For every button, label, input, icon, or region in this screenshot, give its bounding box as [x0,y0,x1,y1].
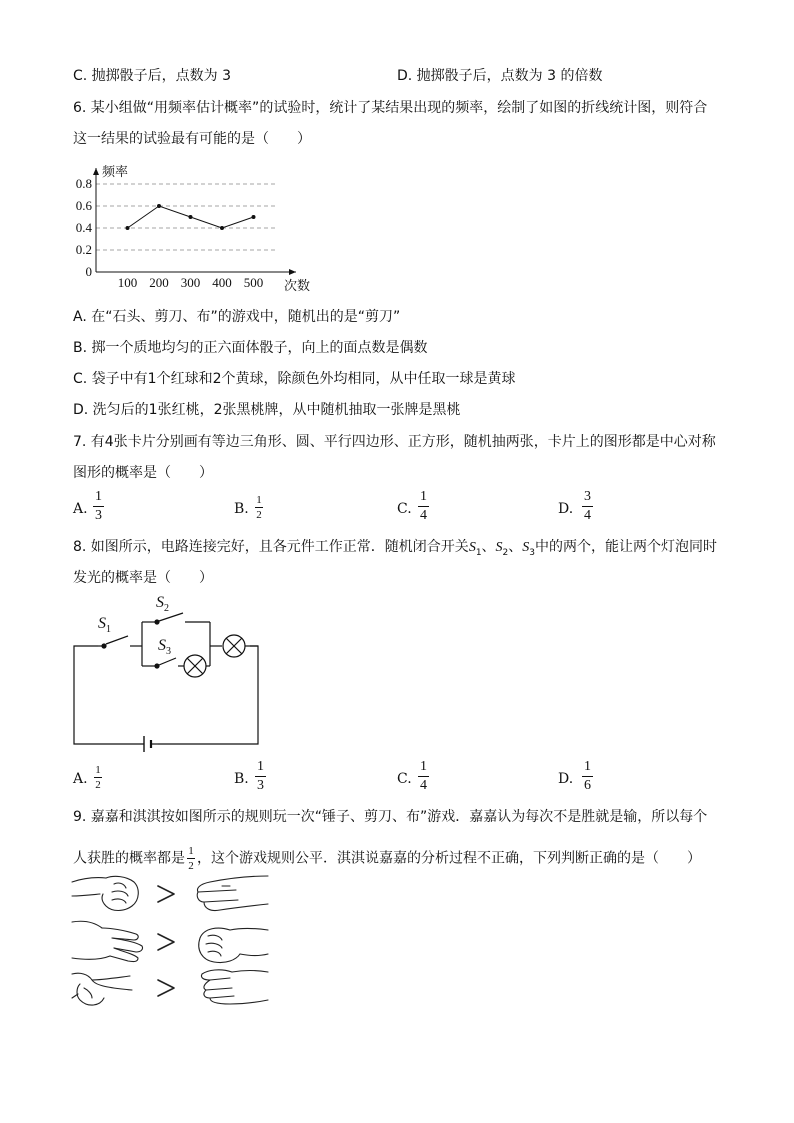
fraction [418,759,429,794]
switch-s2-pivot [155,620,159,624]
numerator: 1 [420,489,427,504]
x-axis-label: 次数 [284,278,311,293]
q8-stem-line2: 发光的概率是（ ） [73,570,213,586]
greater-than-icon [158,934,174,950]
x-tick-label: 100 [117,275,138,290]
switch-s2-label: $S_2$ [156,594,169,614]
data-point [157,204,161,208]
fraction [418,489,429,524]
x-tick-label: 300 [180,275,201,290]
numerator: 1 [420,759,427,774]
q9-stem-text: ，这个游戏规则公平．淇淇说嘉嘉的分析过程不正确，下列判断正确的是（ ） [197,850,701,867]
scissors-hand-icon [72,973,132,1005]
x-tick-label: 500 [243,275,264,290]
fraction [255,759,266,794]
switch-symbol: S [522,540,530,555]
x-axis-arrow-icon [289,269,296,275]
option-label: A. [73,501,88,517]
rock-hand-icon [72,876,138,910]
y-tick-label: 0.8 [75,176,92,191]
denominator: 3 [257,778,264,793]
fraction [582,759,593,794]
paper-hand-icon [72,921,143,961]
wire-right [158,646,258,744]
q6-option-a: A. 在“石头、剪刀、布”的游戏中，随机出的是“剪刀” [73,309,401,325]
denominator: 4 [584,508,591,523]
q8-stem-text: 中的两个，能让两个灯泡同时 [535,539,718,555]
data-point [220,226,224,230]
option-label: B. [234,501,249,517]
q9-stem-line1: 9. 嘉嘉和淇淇按如图所示的规则玩一次“锤子、剪刀、布”游戏．嘉嘉认为每次不是胜就是输，所以每个 [73,809,708,825]
q8-stem-line1 [73,538,717,562]
numerator: 1 [188,845,194,857]
switch-s3-blade [159,658,176,665]
y-tick-label: 0 [85,264,92,279]
circuit-diagram [70,592,270,752]
q6-option-c: C. 袋子中有1个红球和2个黄球，除颜色外均相同，从中任取一球是黄球 [73,371,516,387]
separator: 、 [481,539,496,555]
option-label: C. [397,771,412,787]
switch-symbol: S [495,540,503,555]
data-point [126,226,130,230]
q6-stem-line2: 这一结果的试验最有可能的是（ ） [73,131,311,147]
fraction [255,494,263,521]
separator: 、 [508,539,523,555]
option-label: B. [234,771,249,787]
switch-s1-label: $S_1$ [98,615,111,635]
q6-option-b: B. 掷一个质地均匀的正六面体骰子，向上的面点数是偶数 [73,340,428,356]
denominator: 2 [188,860,194,872]
x-tick-label: 200 [149,275,169,290]
switch-subscript: 1 [475,547,482,558]
numerator: 1 [95,764,101,776]
q9-stem-text: 人获胜的概率都是 [73,850,185,867]
switch-s3-pivot [155,664,159,668]
q6-stem-line1: 6. 某小组做“用频率估计概率”的试验时，统计了某结果出现的频率，绘制了如图的折线统计图，则符合 [73,100,708,116]
switch-subscript: 3 [529,547,536,558]
rock-paper-scissors-rules [70,868,275,1018]
denominator: 2 [256,509,262,521]
switch-symbol: S [468,540,476,555]
q7-stem-line1: 7. 有4张卡片分别画有等边三角形、圆、平行四边形、正方形，随机抽两张，卡片上的图形都是中心对称 [73,434,716,450]
y-tick-label: 0.6 [75,198,92,213]
switch-s2-blade [159,613,183,621]
numerator: 1 [257,759,264,774]
q5-option-c: C. 抛掷骰子后，点数为 3 [73,68,232,84]
option-label: A. [73,771,88,787]
y-axis-label: 频率 [102,164,129,179]
option-label: D. [558,771,574,787]
fraction [94,764,102,791]
denominator: 4 [420,778,427,793]
switch-subscript: 2 [502,547,509,558]
numerator: 1 [584,759,591,774]
y-tick-label: 0.4 [75,220,92,235]
y-tick-label: 0.2 [75,242,92,257]
data-point [252,215,256,219]
denominator: 6 [584,778,591,793]
q8-stem-text: 8. 如图所示，电路连接完好，且各元件工作正常．随机闭合开关 [73,539,469,555]
rock-hand-icon [199,928,268,962]
numerator: 3 [584,489,591,504]
paper-hand-icon [201,970,268,1004]
q5-option-d: D. 抛掷骰子后，点数为 3 的倍数 [397,68,603,84]
switch-s3-label: $S_3$ [158,637,171,657]
data-point [189,215,193,219]
denominator: 3 [95,508,102,523]
frequency-line-chart [60,158,320,298]
option-label: D. [558,501,574,517]
fraction [582,489,593,524]
switch-s1-blade [106,636,128,644]
greater-than-icon [158,886,174,902]
denominator: 4 [420,508,427,523]
wire-left [74,646,144,744]
numerator: 1 [256,494,262,506]
option-label: C. [397,501,412,517]
fraction [93,489,104,524]
x-tick-label: 400 [212,275,232,290]
scissors-hand-icon [197,876,268,911]
denominator: 2 [95,779,101,791]
switch-s1-pivot [102,644,106,648]
greater-than-icon [158,980,174,996]
y-axis-arrow-icon [93,168,99,175]
numerator: 1 [95,489,102,504]
q6-option-d: D. 洗匀后的1张红桃，2张黑桃牌，从中随机抽取一张牌是黑桃 [73,402,461,418]
q7-stem-line2: 图形的概率是（ ） [73,465,213,481]
